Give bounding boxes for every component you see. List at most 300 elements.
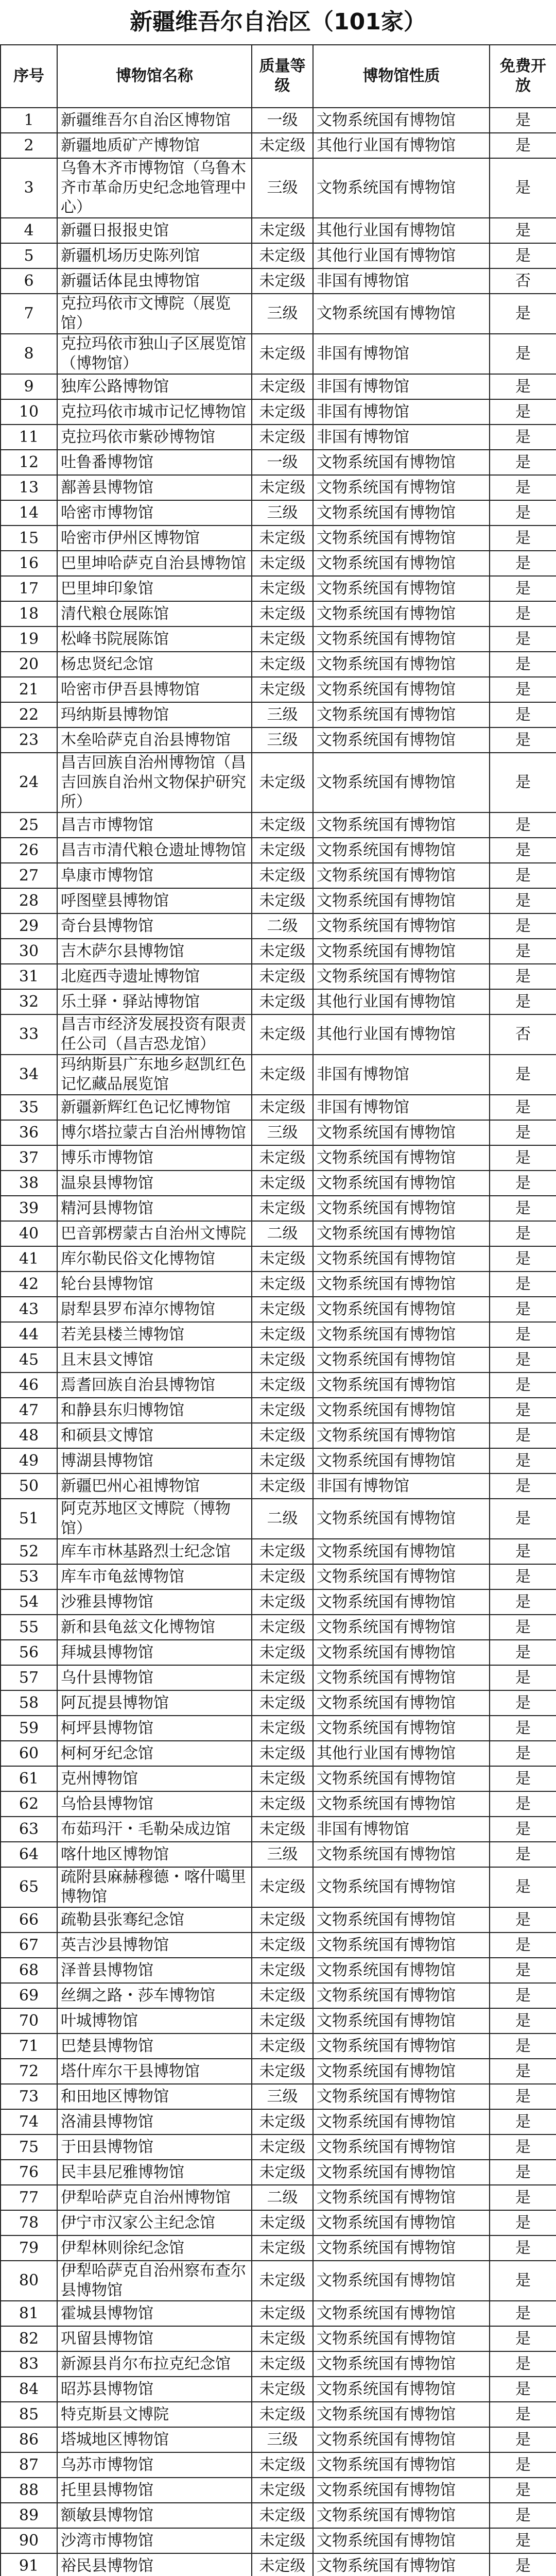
museum-name: 哈密市博物馆 xyxy=(57,500,252,526)
museum-nature: 非国有博物馆 xyxy=(313,334,490,374)
table-row xyxy=(1,500,556,526)
museum-nature: 文物系统国有博物馆 xyxy=(313,2134,490,2160)
free-admission: 是 xyxy=(490,243,556,268)
free-admission: 是 xyxy=(490,2033,556,2059)
museum-name: 昌吉市经济发展投资有限责任公司（昌吉恐龙馆） xyxy=(57,1014,252,1055)
page-title: 新疆维吾尔自治区（101家） xyxy=(130,9,426,35)
museum-name: 克拉玛依市独山子区展览馆（博物馆） xyxy=(57,334,252,374)
row-index: 27 xyxy=(1,863,57,888)
quality-grade: 未定级 xyxy=(252,812,313,838)
museum-name: 霍城县博物馆 xyxy=(57,2301,252,2326)
table-row xyxy=(1,626,556,652)
free-admission: 是 xyxy=(490,158,556,218)
row-index: 23 xyxy=(1,727,57,753)
table-row xyxy=(1,1095,556,1120)
museum-name: 博乐市博物馆 xyxy=(57,1145,252,1171)
museum-name: 博尔塔拉蒙古自治州博物馆 xyxy=(57,1120,252,1145)
museum-nature: 文物系统国有博物馆 xyxy=(313,1171,490,1196)
row-index: 71 xyxy=(1,2033,57,2059)
museum-name: 新疆地质矿产博物馆 xyxy=(57,133,252,158)
museum-nature: 非国有博物馆 xyxy=(313,399,490,425)
table-row xyxy=(1,158,556,218)
quality-grade: 未定级 xyxy=(252,2351,313,2377)
row-index: 65 xyxy=(1,1867,57,1907)
row-index: 6 xyxy=(1,268,57,294)
table-row xyxy=(1,913,556,939)
museum-name: 沙雅县博物馆 xyxy=(57,1589,252,1615)
table-row xyxy=(1,475,556,500)
table-body xyxy=(1,108,556,2576)
quality-grade: 未定级 xyxy=(252,1791,313,1817)
free-admission: 是 xyxy=(490,399,556,425)
table-row xyxy=(1,576,556,601)
free-admission: 是 xyxy=(490,964,556,989)
quality-grade: 未定级 xyxy=(252,1615,313,1640)
museum-nature: 文物系统国有博物馆 xyxy=(313,2427,490,2452)
row-index: 33 xyxy=(1,1014,57,1055)
row-index: 90 xyxy=(1,2528,57,2553)
museum-nature: 文物系统国有博物馆 xyxy=(313,939,490,964)
museum-nature: 文物系统国有博物馆 xyxy=(313,1221,490,1246)
museum-nature: 文物系统国有博物馆 xyxy=(313,838,490,863)
museum-name: 库车市龟兹博物馆 xyxy=(57,1564,252,1589)
row-index: 32 xyxy=(1,989,57,1014)
museum-nature: 文物系统国有博物馆 xyxy=(313,158,490,218)
museum-name: 乌恰县博物馆 xyxy=(57,1791,252,1817)
table-row xyxy=(1,2261,556,2301)
quality-grade: 未定级 xyxy=(252,2553,313,2576)
row-index: 62 xyxy=(1,1791,57,1817)
museum-nature: 文物系统国有博物馆 xyxy=(313,1196,490,1221)
museum-name: 新疆机场历史陈列馆 xyxy=(57,243,252,268)
quality-grade: 未定级 xyxy=(252,1322,313,1347)
free-admission: 是 xyxy=(490,2109,556,2134)
table-row xyxy=(1,1499,556,1539)
table-row xyxy=(1,1473,556,1499)
museum-name: 新和县龟兹文化博物馆 xyxy=(57,1615,252,1640)
museum-name: 伊犁哈萨克自治州博物馆 xyxy=(57,2185,252,2210)
museum-nature: 文物系统国有博物馆 xyxy=(313,2452,490,2478)
quality-grade: 未定级 xyxy=(252,1473,313,1499)
free-admission: 是 xyxy=(490,1791,556,1817)
quality-grade: 未定级 xyxy=(252,888,313,913)
free-admission: 是 xyxy=(490,888,556,913)
museum-name: 轮台县博物馆 xyxy=(57,1272,252,1297)
quality-grade: 未定级 xyxy=(252,939,313,964)
museum-name: 新疆话体昆虫博物馆 xyxy=(57,268,252,294)
museum-name: 昌吉市清代粮仓遗址博物馆 xyxy=(57,838,252,863)
quality-grade: 三级 xyxy=(252,2427,313,2452)
museum-name: 裕民县博物馆 xyxy=(57,2553,252,2576)
museum-name: 新疆新辉红色记忆博物馆 xyxy=(57,1095,252,1120)
museum-name: 克拉玛依市城市记忆博物馆 xyxy=(57,399,252,425)
free-admission: 是 xyxy=(490,2528,556,2553)
free-admission: 是 xyxy=(490,838,556,863)
table-row xyxy=(1,1145,556,1171)
quality-grade: 未定级 xyxy=(252,1423,313,1448)
free-admission: 否 xyxy=(490,1014,556,1055)
row-index: 59 xyxy=(1,1716,57,1741)
table-row xyxy=(1,2235,556,2261)
row-index: 69 xyxy=(1,1983,57,2008)
museum-nature: 文物系统国有博物馆 xyxy=(313,1347,490,1372)
museum-name: 巩留县博物馆 xyxy=(57,2326,252,2351)
free-admission: 是 xyxy=(490,425,556,450)
table-row xyxy=(1,1055,556,1095)
museum-name: 额敏县博物馆 xyxy=(57,2503,252,2528)
row-index: 11 xyxy=(1,425,57,450)
row-index: 34 xyxy=(1,1055,57,1095)
free-admission: 是 xyxy=(490,2351,556,2377)
quality-grade: 二级 xyxy=(252,913,313,939)
table-row xyxy=(1,551,556,576)
free-admission: 是 xyxy=(490,1322,556,1347)
museum-name: 清代粮仓展陈馆 xyxy=(57,601,252,626)
quality-grade: 未定级 xyxy=(252,243,313,268)
museum-name: 精河县博物馆 xyxy=(57,1196,252,1221)
row-index: 31 xyxy=(1,964,57,989)
museum-nature: 文物系统国有博物馆 xyxy=(313,753,490,812)
table-row xyxy=(1,1196,556,1221)
free-admission: 是 xyxy=(490,2235,556,2261)
museum-name: 英吉沙县博物馆 xyxy=(57,1933,252,1958)
museum-nature: 文物系统国有博物馆 xyxy=(313,2503,490,2528)
museum-nature: 文物系统国有博物馆 xyxy=(313,2351,490,2377)
quality-grade: 二级 xyxy=(252,1499,313,1539)
table-row xyxy=(1,863,556,888)
row-index: 86 xyxy=(1,2427,57,2452)
free-admission: 是 xyxy=(490,2377,556,2402)
museum-nature: 文物系统国有博物馆 xyxy=(313,1448,490,1473)
table-row xyxy=(1,1817,556,1842)
row-index: 7 xyxy=(1,294,57,334)
museum-nature: 文物系统国有博物馆 xyxy=(313,2528,490,2553)
quality-grade: 未定级 xyxy=(252,1372,313,1398)
row-index: 60 xyxy=(1,1741,57,1766)
museum-name: 库尔勒民俗文化博物馆 xyxy=(57,1246,252,1272)
quality-grade: 未定级 xyxy=(252,1958,313,1983)
museum-nature: 文物系统国有博物馆 xyxy=(313,913,490,939)
free-admission: 是 xyxy=(490,2210,556,2235)
museum-nature: 文物系统国有博物馆 xyxy=(313,1665,490,1690)
free-admission: 是 xyxy=(490,1933,556,1958)
row-index: 75 xyxy=(1,2134,57,2160)
museum-nature: 文物系统国有博物馆 xyxy=(313,863,490,888)
row-index: 58 xyxy=(1,1690,57,1716)
quality-grade: 未定级 xyxy=(252,989,313,1014)
row-index: 20 xyxy=(1,652,57,677)
row-index: 43 xyxy=(1,1297,57,1322)
table-row xyxy=(1,2377,556,2402)
table-row xyxy=(1,1665,556,1690)
table-row xyxy=(1,812,556,838)
museum-name: 巴楚县博物馆 xyxy=(57,2033,252,2059)
table-row xyxy=(1,2452,556,2478)
free-admission: 是 xyxy=(490,1448,556,1473)
museum-nature: 文物系统国有博物馆 xyxy=(313,2109,490,2134)
table-row xyxy=(1,1983,556,2008)
row-index: 44 xyxy=(1,1322,57,1347)
free-admission: 是 xyxy=(490,2261,556,2301)
museum-nature: 文物系统国有博物馆 xyxy=(313,500,490,526)
museum-nature: 文物系统国有博物馆 xyxy=(313,475,490,500)
museum-name: 乌鲁木齐市博物馆（乌鲁木齐市革命历史纪念地管理中心） xyxy=(57,158,252,218)
quality-grade: 未定级 xyxy=(252,1983,313,2008)
museum-name: 洛浦县博物馆 xyxy=(57,2109,252,2134)
museum-name: 温泉县博物馆 xyxy=(57,1171,252,1196)
museum-name: 和硕县文博馆 xyxy=(57,1423,252,1448)
free-admission: 是 xyxy=(490,1398,556,1423)
table-row xyxy=(1,838,556,863)
quality-grade: 未定级 xyxy=(252,1448,313,1473)
free-admission: 是 xyxy=(490,218,556,243)
museum-nature: 文物系统国有博物馆 xyxy=(313,294,490,334)
quality-grade: 未定级 xyxy=(252,576,313,601)
museum-name: 巴里坤哈萨克自治县博物馆 xyxy=(57,551,252,576)
row-index: 17 xyxy=(1,576,57,601)
free-admission: 是 xyxy=(490,1272,556,1297)
quality-grade: 未定级 xyxy=(252,2478,313,2503)
row-index: 19 xyxy=(1,626,57,652)
row-index: 66 xyxy=(1,1907,57,1933)
quality-grade: 未定级 xyxy=(252,133,313,158)
table-row xyxy=(1,450,556,475)
museum-name: 木垒哈萨克自治县博物馆 xyxy=(57,727,252,753)
row-index: 41 xyxy=(1,1246,57,1272)
table-row xyxy=(1,1958,556,1983)
free-admission: 是 xyxy=(490,1221,556,1246)
table-row xyxy=(1,2351,556,2377)
free-admission: 是 xyxy=(490,1120,556,1145)
table-row xyxy=(1,2503,556,2528)
museum-nature: 文物系统国有博物馆 xyxy=(313,2210,490,2235)
table-row xyxy=(1,243,556,268)
table-row xyxy=(1,989,556,1014)
table-row xyxy=(1,1842,556,1867)
table-row xyxy=(1,2134,556,2160)
table-row xyxy=(1,1221,556,1246)
museum-nature: 其他行业国有博物馆 xyxy=(313,1741,490,1766)
table-row xyxy=(1,939,556,964)
museum-name: 民丰县尼雅博物馆 xyxy=(57,2160,252,2185)
quality-grade: 未定级 xyxy=(252,1246,313,1272)
row-index: 40 xyxy=(1,1221,57,1246)
table-row xyxy=(1,2301,556,2326)
museum-nature: 文物系统国有博物馆 xyxy=(313,626,490,652)
row-index: 49 xyxy=(1,1448,57,1473)
table-header-row xyxy=(1,45,556,108)
free-admission: 是 xyxy=(490,913,556,939)
table-row xyxy=(1,374,556,399)
museum-name: 哈密市伊吾县博物馆 xyxy=(57,677,252,702)
museum-name: 新源县肖尔布拉克纪念馆 xyxy=(57,2351,252,2377)
museum-name: 喀什地区博物馆 xyxy=(57,1842,252,1867)
free-admission: 是 xyxy=(490,652,556,677)
row-index: 15 xyxy=(1,526,57,551)
quality-grade: 未定级 xyxy=(252,1347,313,1372)
row-index: 42 xyxy=(1,1272,57,1297)
free-admission: 是 xyxy=(490,1907,556,1933)
quality-grade: 三级 xyxy=(252,727,313,753)
museum-name: 伊犁林则徐纪念馆 xyxy=(57,2235,252,2261)
quality-grade: 未定级 xyxy=(252,2301,313,2326)
museum-name: 于田县博物馆 xyxy=(57,2134,252,2160)
row-index: 25 xyxy=(1,812,57,838)
table-row xyxy=(1,1372,556,1398)
free-admission: 是 xyxy=(490,1473,556,1499)
free-admission: 是 xyxy=(490,1246,556,1272)
free-admission: 是 xyxy=(490,863,556,888)
table-row xyxy=(1,1589,556,1615)
free-admission: 是 xyxy=(490,1589,556,1615)
museum-nature: 文物系统国有博物馆 xyxy=(313,1499,490,1539)
table-row xyxy=(1,2185,556,2210)
header-museum-name: 博物馆名称 xyxy=(57,45,252,108)
museum-name: 伊犁哈萨克自治州察布查尔县博物馆 xyxy=(57,2261,252,2301)
quality-grade: 未定级 xyxy=(252,1640,313,1665)
free-admission: 是 xyxy=(490,1145,556,1171)
quality-grade: 未定级 xyxy=(252,1817,313,1842)
quality-grade: 未定级 xyxy=(252,1171,313,1196)
row-index: 70 xyxy=(1,2008,57,2033)
free-admission: 是 xyxy=(490,677,556,702)
table-row xyxy=(1,2478,556,2503)
free-admission: 是 xyxy=(490,374,556,399)
museum-nature: 文物系统国有博物馆 xyxy=(313,727,490,753)
table-row xyxy=(1,1322,556,1347)
free-admission: 是 xyxy=(490,2553,556,2576)
free-admission: 是 xyxy=(490,1539,556,1564)
museum-name: 克拉玛依市文博院（展览馆） xyxy=(57,294,252,334)
free-admission: 是 xyxy=(490,2160,556,2185)
museum-nature: 文物系统国有博物馆 xyxy=(313,2402,490,2427)
table-row xyxy=(1,2210,556,2235)
museum-nature: 文物系统国有博物馆 xyxy=(313,2084,490,2109)
free-admission: 是 xyxy=(490,1055,556,1095)
quality-grade: 未定级 xyxy=(252,1665,313,1690)
row-index: 45 xyxy=(1,1347,57,1372)
museum-nature: 文物系统国有博物馆 xyxy=(313,677,490,702)
quality-grade: 未定级 xyxy=(252,1564,313,1589)
row-index: 73 xyxy=(1,2084,57,2109)
quality-grade: 未定级 xyxy=(252,1907,313,1933)
museum-name: 奇台县博物馆 xyxy=(57,913,252,939)
row-index: 9 xyxy=(1,374,57,399)
quality-grade: 三级 xyxy=(252,158,313,218)
quality-grade: 未定级 xyxy=(252,1589,313,1615)
free-admission: 是 xyxy=(490,2503,556,2528)
free-admission: 是 xyxy=(490,1665,556,1690)
quality-grade: 未定级 xyxy=(252,2109,313,2134)
row-index: 5 xyxy=(1,243,57,268)
museum-nature: 文物系统国有博物馆 xyxy=(313,1564,490,1589)
table-row xyxy=(1,1423,556,1448)
header-museum-nature: 博物馆性质 xyxy=(313,45,490,108)
museum-name: 克拉玛依市紫砂博物馆 xyxy=(57,425,252,450)
row-index: 18 xyxy=(1,601,57,626)
quality-grade: 未定级 xyxy=(252,526,313,551)
table-row xyxy=(1,1933,556,1958)
free-admission: 是 xyxy=(490,2084,556,2109)
free-admission: 是 xyxy=(490,1867,556,1907)
museum-name: 和田地区博物馆 xyxy=(57,2084,252,2109)
row-index: 61 xyxy=(1,1766,57,1791)
museum-nature: 文物系统国有博物馆 xyxy=(313,576,490,601)
free-admission: 是 xyxy=(490,475,556,500)
free-admission: 是 xyxy=(490,753,556,812)
free-admission: 是 xyxy=(490,1372,556,1398)
row-index: 81 xyxy=(1,2301,57,2326)
museum-nature: 文物系统国有博物馆 xyxy=(313,1539,490,1564)
table-row xyxy=(1,727,556,753)
museum-name: 克州博物馆 xyxy=(57,1766,252,1791)
table-row xyxy=(1,218,556,243)
table-row xyxy=(1,1615,556,1640)
free-admission: 是 xyxy=(490,2008,556,2033)
quality-grade: 三级 xyxy=(252,702,313,727)
quality-grade: 三级 xyxy=(252,294,313,334)
quality-grade: 未定级 xyxy=(252,334,313,374)
museum-name: 吉木萨尔县博物馆 xyxy=(57,939,252,964)
quality-grade: 未定级 xyxy=(252,2210,313,2235)
museum-nature: 文物系统国有博物馆 xyxy=(313,1716,490,1741)
quality-grade: 未定级 xyxy=(252,1145,313,1171)
museum-nature: 文物系统国有博物馆 xyxy=(313,2008,490,2033)
free-admission: 是 xyxy=(490,702,556,727)
free-admission: 是 xyxy=(490,2301,556,2326)
free-admission: 是 xyxy=(490,989,556,1014)
museum-name: 新疆巴州心祖博物馆 xyxy=(57,1473,252,1499)
free-admission: 是 xyxy=(490,2326,556,2351)
table-row xyxy=(1,1640,556,1665)
quality-grade: 未定级 xyxy=(252,2528,313,2553)
table-row xyxy=(1,1246,556,1272)
row-index: 57 xyxy=(1,1665,57,1690)
free-admission: 是 xyxy=(490,1196,556,1221)
museum-name: 叶城博物馆 xyxy=(57,2008,252,2033)
museum-name: 焉耆回族自治县博物馆 xyxy=(57,1372,252,1398)
free-admission: 是 xyxy=(490,2134,556,2160)
quality-grade: 未定级 xyxy=(252,2235,313,2261)
row-index: 39 xyxy=(1,1196,57,1221)
row-index: 1 xyxy=(1,108,57,133)
museum-name: 玛纳斯县广东地乡赵凯红色记忆藏品展览馆 xyxy=(57,1055,252,1095)
museum-nature: 文物系统国有博物馆 xyxy=(313,2261,490,2301)
museum-name: 库车市林基路烈士纪念馆 xyxy=(57,1539,252,1564)
table-row xyxy=(1,294,556,334)
museum-name: 乌苏市博物馆 xyxy=(57,2452,252,2478)
row-index: 22 xyxy=(1,702,57,727)
table-row xyxy=(1,702,556,727)
museum-nature: 文物系统国有博物馆 xyxy=(313,2160,490,2185)
museum-table xyxy=(0,44,556,2576)
header-index: 序号 xyxy=(1,45,57,108)
quality-grade: 未定级 xyxy=(252,2377,313,2402)
quality-grade: 未定级 xyxy=(252,2160,313,2185)
row-index: 84 xyxy=(1,2377,57,2402)
free-admission: 是 xyxy=(490,2059,556,2084)
free-admission: 是 xyxy=(490,1297,556,1322)
row-index: 88 xyxy=(1,2478,57,2503)
free-admission: 是 xyxy=(490,2427,556,2452)
quality-grade: 未定级 xyxy=(252,399,313,425)
quality-grade: 未定级 xyxy=(252,551,313,576)
museum-nature: 文物系统国有博物馆 xyxy=(313,888,490,913)
table-row xyxy=(1,108,556,133)
quality-grade: 未定级 xyxy=(252,1297,313,1322)
table-row xyxy=(1,1272,556,1297)
museum-nature: 文物系统国有博物馆 xyxy=(313,964,490,989)
